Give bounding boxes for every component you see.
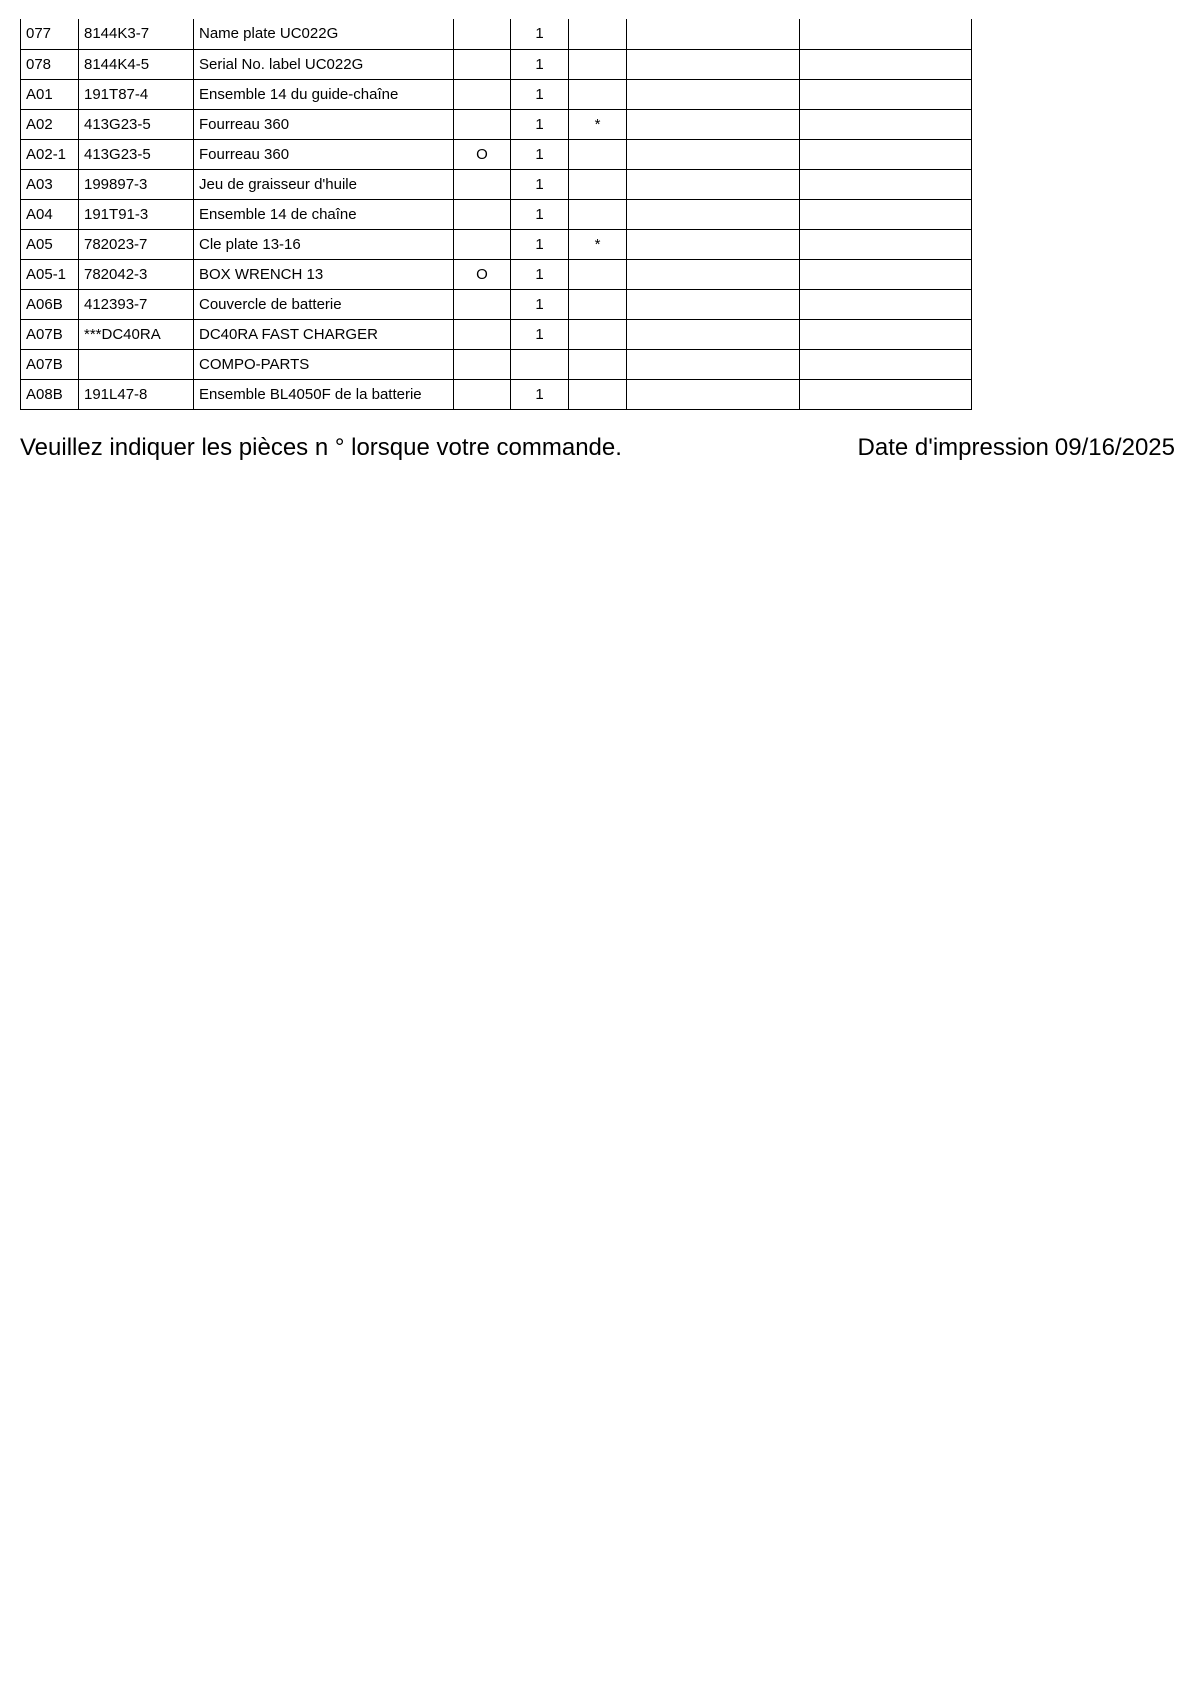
option-mark-cell [454, 289, 511, 319]
blank-cell [627, 109, 800, 139]
description-cell: Jeu de graisseur d'huile [194, 169, 454, 199]
blank-cell [800, 79, 972, 109]
ref-cell: 078 [21, 49, 79, 79]
part-number-cell: 412393-7 [79, 289, 194, 319]
blank-cell [800, 19, 972, 49]
quantity-cell: 1 [511, 379, 569, 409]
part-number-cell: 8144K4-5 [79, 49, 194, 79]
blank-cell [627, 349, 800, 379]
star-mark-cell [569, 349, 627, 379]
ref-cell: A01 [21, 79, 79, 109]
table-row [21, 379, 972, 409]
part-number-cell: 782023-7 [79, 229, 194, 259]
part-number-cell: 191T87-4 [79, 79, 194, 109]
option-mark-cell [454, 319, 511, 349]
parts-table-body [21, 19, 972, 409]
description-cell: DC40RA FAST CHARGER [194, 319, 454, 349]
option-mark-cell [454, 379, 511, 409]
ref-cell: A05-1 [21, 259, 79, 289]
blank-cell [800, 199, 972, 229]
part-number-cell: 191T91-3 [79, 199, 194, 229]
table-row [21, 169, 972, 199]
quantity-cell: 1 [511, 229, 569, 259]
quantity-cell: 1 [511, 109, 569, 139]
quantity-cell: 1 [511, 79, 569, 109]
quantity-cell: 1 [511, 319, 569, 349]
blank-cell [627, 79, 800, 109]
option-mark-cell [454, 199, 511, 229]
blank-cell [627, 229, 800, 259]
part-number-cell: 199897-3 [79, 169, 194, 199]
ref-cell: A05 [21, 229, 79, 259]
part-number-cell: 413G23-5 [79, 109, 194, 139]
blank-cell [627, 49, 800, 79]
quantity-cell: 1 [511, 139, 569, 169]
part-number-cell: ***DC40RA [79, 319, 194, 349]
option-mark-cell [454, 109, 511, 139]
description-cell: Couvercle de batterie [194, 289, 454, 319]
star-mark-cell [569, 139, 627, 169]
blank-cell [627, 199, 800, 229]
ref-cell: A02 [21, 109, 79, 139]
option-mark-cell: O [454, 139, 511, 169]
blank-cell [627, 19, 800, 49]
description-cell: Name plate UC022G [194, 19, 454, 49]
parts-table [20, 19, 972, 410]
quantity-cell: 1 [511, 199, 569, 229]
description-cell: Fourreau 360 [194, 109, 454, 139]
option-mark-cell: O [454, 259, 511, 289]
description-cell: Ensemble 14 de chaîne [194, 199, 454, 229]
quantity-cell: 1 [511, 19, 569, 49]
quantity-cell: 1 [511, 259, 569, 289]
star-mark-cell [569, 289, 627, 319]
table-row [21, 349, 972, 379]
quantity-cell [511, 349, 569, 379]
blank-cell [800, 319, 972, 349]
description-cell: Cle plate 13-16 [194, 229, 454, 259]
table-row [21, 319, 972, 349]
part-number-cell [79, 349, 194, 379]
ref-cell: A02-1 [21, 139, 79, 169]
blank-cell [800, 169, 972, 199]
ref-cell: A04 [21, 199, 79, 229]
star-mark-cell [569, 259, 627, 289]
star-mark-cell [569, 379, 627, 409]
part-number-cell: 8144K3-7 [79, 19, 194, 49]
star-mark-cell [569, 49, 627, 79]
ref-cell: A07B [21, 349, 79, 379]
star-mark-cell [569, 169, 627, 199]
table-row [21, 139, 972, 169]
table-row [21, 19, 972, 49]
table-row [21, 49, 972, 79]
blank-cell [627, 319, 800, 349]
part-number-cell: 191L47-8 [79, 379, 194, 409]
blank-cell [800, 109, 972, 139]
star-mark-cell [569, 319, 627, 349]
blank-cell [800, 229, 972, 259]
quantity-cell: 1 [511, 289, 569, 319]
option-mark-cell [454, 229, 511, 259]
option-mark-cell [454, 349, 511, 379]
table-row [21, 79, 972, 109]
star-mark-cell: * [569, 109, 627, 139]
blank-cell [800, 139, 972, 169]
blank-cell [800, 379, 972, 409]
description-cell: Serial No. label UC022G [194, 49, 454, 79]
blank-cell [800, 289, 972, 319]
ref-cell: A07B [21, 319, 79, 349]
star-mark-cell [569, 79, 627, 109]
part-number-cell: 782042-3 [79, 259, 194, 289]
star-mark-cell [569, 199, 627, 229]
blank-cell [800, 49, 972, 79]
table-row [21, 229, 972, 259]
blank-cell [627, 379, 800, 409]
table-row [21, 259, 972, 289]
ref-cell: A08B [21, 379, 79, 409]
description-cell: BOX WRENCH 13 [194, 259, 454, 289]
blank-cell [800, 259, 972, 289]
table-row [21, 199, 972, 229]
description-cell: COMPO-PARTS [194, 349, 454, 379]
option-mark-cell [454, 19, 511, 49]
description-cell: Fourreau 360 [194, 139, 454, 169]
blank-cell [800, 349, 972, 379]
blank-cell [627, 169, 800, 199]
ref-cell: A06B [21, 289, 79, 319]
description-cell: Ensemble 14 du guide-chaîne [194, 79, 454, 109]
ref-cell: 077 [21, 19, 79, 49]
description-cell: Ensemble BL4050F de la batterie [194, 379, 454, 409]
table-row [21, 289, 972, 319]
print-date-value: 09/16/2025 [1054, 434, 1175, 461]
blank-cell [627, 289, 800, 319]
option-mark-cell [454, 79, 511, 109]
blank-cell [627, 259, 800, 289]
blank-cell [627, 139, 800, 169]
order-instruction-note: Veuillez indiquer les pièces n ° lorsque votre commande. [20, 434, 622, 461]
star-mark-cell: * [569, 229, 627, 259]
option-mark-cell [454, 49, 511, 79]
part-number-cell: 413G23-5 [79, 139, 194, 169]
quantity-cell: 1 [511, 49, 569, 79]
quantity-cell: 1 [511, 169, 569, 199]
print-date-label: Date d'impression [857, 434, 1049, 461]
ref-cell: A03 [21, 169, 79, 199]
star-mark-cell [569, 19, 627, 49]
option-mark-cell [454, 169, 511, 199]
table-row [21, 109, 972, 139]
print-date [858, 434, 1175, 462]
